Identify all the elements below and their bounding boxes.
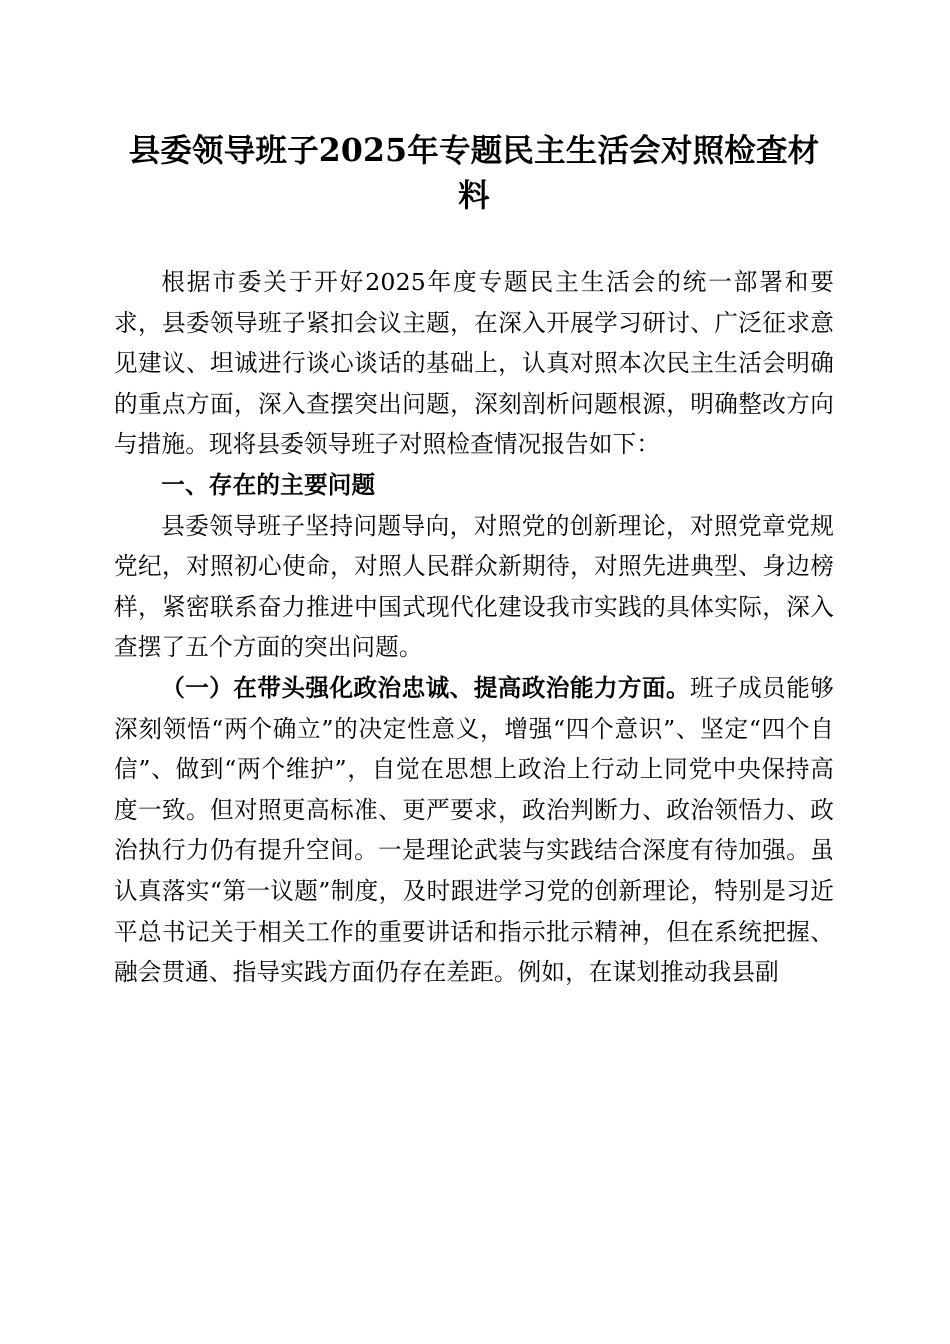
item-one-lead-label: （一）在带头强化政治忠诚、提高政治能力方面。 <box>161 673 691 702</box>
document-content <box>114 0 834 993</box>
section-heading-one: 一、存在的主要问题 <box>161 470 376 499</box>
document-body <box>114 218 834 993</box>
opening-paragraph: 根据市委关于开好2025年度专题民主生活会的统一部署和要求，县委领导班子紧扣会议主题，在深入开展学习研讨、广泛征求意见建议、坦诚进行谈心谈话的基础上，认真对照本次民主生活会明确的重点方面，深入查摆突出问题，深刻剖析问题根源，明确整改方向与措施。现将县委领导班子对照检查情况报告如下： <box>114 268 834 459</box>
section-one-intro-paragraph: 县委领导班子坚持问题导向，对照党的创新理论，对照党章党规党纪，对照初心使命，对照人民群众新期待，对照先进典型、身边榜样，紧密联系奋力推进中国式现代化建设我市实践的具体实际，深入查摆了五个方面的突出问题。 <box>114 511 834 662</box>
page-title: 县委领导班子2025年专题民主生活会对照检查材料 <box>128 132 820 214</box>
item-one-paragraph <box>114 668 834 993</box>
item-one-body-text: 班子成员能够深刻领悟“两个确立”的决定性意义，增强“四个意识”、坚定“四个自信”、做到“两个维护”，自觉在思想上政治上行动上同党中央保持高度一致。但对照更高标准、更严要求，政治判断力、政治领悟力、政治执行力仍有提升空间。一是理论武装与实践结合深度有待加强。虽认真落实“第一议题”制度，及时跟进学习党的创新理论，特别是习近平总书记关于相关工作的重要讲话和指示批示精神，但在系统把握、融会贯通、指导实践方面仍存在差距。例如，在谋划推动我县副 <box>114 673 834 987</box>
